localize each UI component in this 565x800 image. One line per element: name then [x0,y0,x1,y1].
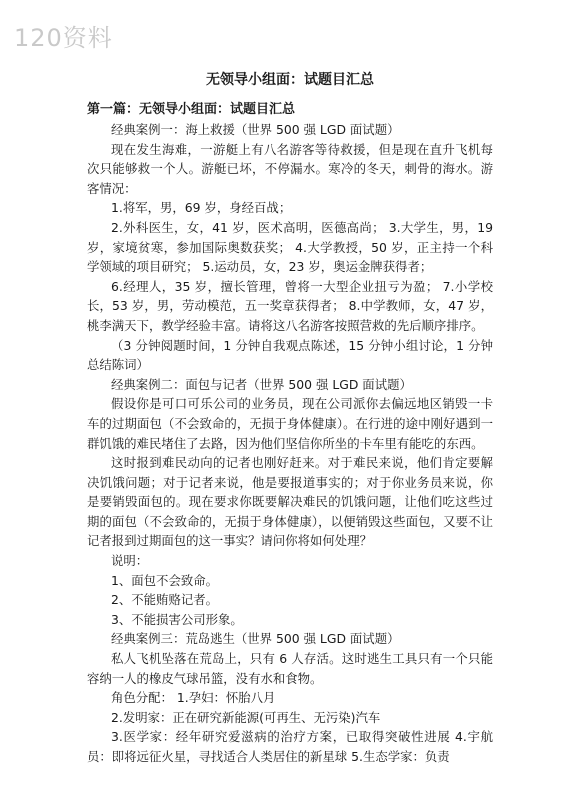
case2-note-2: 2、不能贿赂记者。 [111,592,219,608]
case1-intro: 现在发生海难，一游艇上有八名游客等待救援，但是现在直升飞机每次只能够救一个人。游艇已坏，不停漏水。寒冷的冬天，刺骨的海水。游客情况： [87,141,493,196]
section-heading: 第一篇：无领导小组面：试题目汇总 [87,102,296,117]
case3-roles-label: 角色分配： 1.孕妇：怀胎八月 [111,690,276,706]
case1-heading: 经典案例一：海上救援（世界 500 强 LGD 面试题） [111,122,400,137]
case3-heading: 经典案例三：荒岛逃生（世界 500 强 LGD 面试题） [111,631,400,647]
case1-items-2-5: 2.外科医生，女，41 岁，医术高明，医德高尚； 3.大学生，男，19 岁，家境贫寒，参加国际奥数获奖； 4.大学教授，50 岁，正主持一个科学领域的项目研究； 5.运动员，女，23 岁，奥运金牌获得者； [87,219,493,275]
page-title: 无领导小组面：试题目汇总 [206,72,374,88]
case2-para-2: 这时报到难民动向的记者也刚好赶来。对于难民来说，他们肯定要解决饥饿问题；对于记者来说，他是要报道事实的；对于你业务员来说，你是要销毁面包的。现在要求你既要解决难民的饥饿问题，让他们吃这些过期的面包（不会致命的，无损于身体健康），以便销毁这些面包，又要不让记者报到过期面包的这一事实？请问你将如何处理？ [87,455,493,549]
watermark-logo: 120资料 [14,24,113,52]
case1-timing: （3 分钟阅题时间，1 分钟自我观点陈述，15 分钟小组讨论，1 分钟总结陈词） [87,337,493,373]
case3-role-3: 3.医学家：经年研究爱滋病的治疗方案，已取得突破性进展 4.宇航员：即将远征火星，寻找适合人类居住的新星球 5.生态学家：负责 [87,729,493,764]
case1-item-1: 1.将军，男，69 岁，身经百战； [111,200,292,216]
document-page [87,70,493,767]
case3-role-2: 2.发明家：正在研究新能源(可再生、无污染)汽车 [111,709,381,725]
case2-note-1: 1、面包不会致命。 [111,572,219,588]
case2-notes-label: 说明： [111,553,149,569]
case2-heading: 经典案例二：面包与记者（世界 500 强 LGD 面试题） [111,376,412,392]
case2-para-1: 假设你是可口可乐公司的业务员，现在公司派你去偏远地区销毁一卡车的过期面包（不会致命的，无损于身体健康）。在行进的途中刚好遇到一群饥饿的难民堵住了去路，因为他们坚信你所坐的卡车里有能吃的东西。 [87,396,493,451]
case3-intro: 私人飞机坠落在荒岛上，只有 6 人存活。这时逃生工具只有一个只能容纳一人的橡皮气球吊篮，没有水和食物。 [87,651,493,686]
case2-note-3: 3、不能损害公司形象。 [111,611,243,627]
case1-items-6-8: 6.经理人，35 岁，擅长管理，曾将一大型企业扭亏为盈； 7.小学校长，53 岁，男，劳动模范，五一奖章获得者； 8.中学教师，女，47 岁，桃李满天下，教学经验丰富。请将这八名游客按照营救的先后顺序排序。 [87,278,493,333]
